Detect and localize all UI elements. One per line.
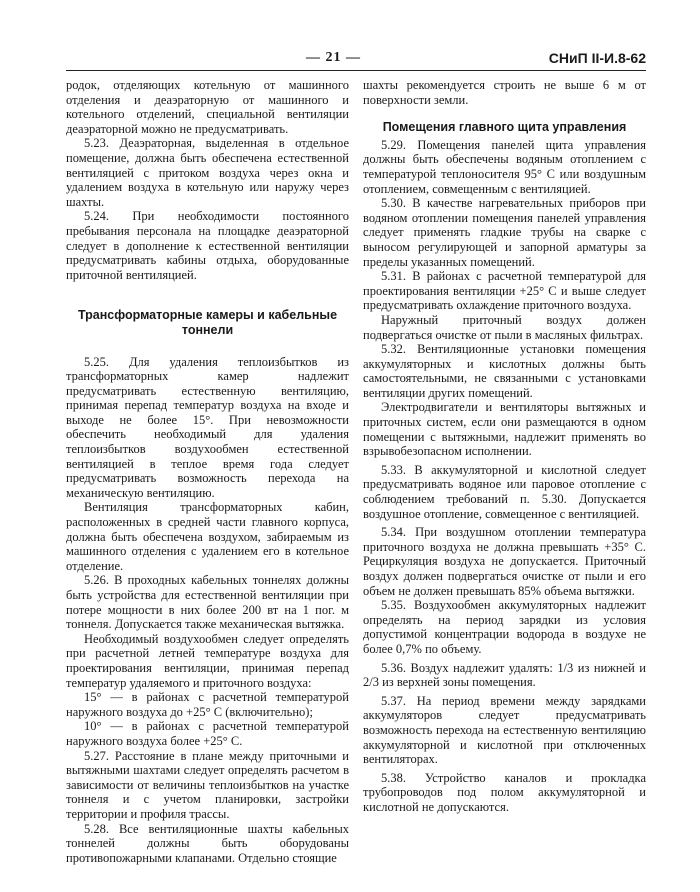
paragraph-5-35: 5.35. Воздухообмен аккумуляторных надлежит определять на период зарядки из условия допустимой концентрации водорода в воздухе не более 0,7% по объему. [363,598,646,656]
paragraph: Электродвигатели и вентиляторы вытяжных и приточных систем, если они размещаются в одном помещении с вытяжными, надлежит применять во взрывобезопасном исполнении. [363,400,646,459]
paragraph-5-36: 5.36. Воздух надлежит удалять: 1/3 из нижней и 2/3 из верхней зоны помещения. [363,660,646,690]
paragraph: Необходимый воздухообмен следует определять при расчетной летней температуре воздуха для проектирования вентиляции, принимая перепад температур удаляемого и приточного воздуха: [66,631,349,690]
paragraph-5-24: 5.24. При необходимости постоянного пребывания персонала на площадке деаэраторной следует в дополнение к естественной вентиляции предусматривать кабины отдыха, оборудованные приточной вентиляцией. [66,209,349,282]
document-code: СНиП II-И.8-62 [548,50,646,66]
paragraph-5-33: 5.33. В аккумуляторной и кислотной следует предусматривать водяное или паровое отопление с соблюдением требований п. 5.30. Допускается воздушное отопление, совмещенное с вентиляцией. [363,462,646,521]
paragraph-5-23: 5.23. Деаэраторная, выделенная в отдельное помещение, должна быть обеспечена естественной вентиляцией с притоком воздуха через окна и удалением воздуха в котельную или наружу через шахты. [66,136,349,209]
section-heading-control-panel: Помещения главного щита управления [382,120,627,135]
paragraph: 10° — в районах с расчетной температурой наружного воздуха более +25° С. [66,719,349,748]
section-heading-transformer: Трансформаторные камеры и кабельные тоннели [77,308,338,337]
paragraph-5-37: 5.37. На период времени между зарядками аккумуляторов следует предусматривать возможность перехода на естественную вентиляцию аккумуляторной и кислотной при отключенных вентиляторах. [363,693,646,767]
paragraph-5-38: 5.38. Устройство каналов и прокладка трубопроводов под полом аккумуляторной и кислотной не допускаются. [363,770,646,814]
paragraph-5-29: 5.29. Помещения панелей щита управления должны быть обеспечены водяным отоплением с температурой теплоносителя 95° С или воздушным отоплением, совмещенным с вентиляцией. [363,137,646,196]
paragraph: шахты рекомендуется строить не выше 6 м от поверхности земли. [363,78,646,107]
paragraph-5-26: 5.26. В проходных кабельных тоннелях должны быть устройства для естественной вентиляции при потере мощности в них более 200 вт на 1 пог. м тоннеля. Допускается также механическая вытяжка. [66,573,349,632]
paragraph-5-34: 5.34. При воздушном отоплении температура приточного воздуха не должна превышать +35° С. Рециркуляция воздуха не допускается. Приточный воздух должен подвергаться очистке от пыли и его объем не должен превышать 85% объема вытяжки. [363,525,646,598]
paragraph-5-27: 5.27. Расстояние в плане между приточными и вытяжными шахтами следует определять расчетом в зависимости от величины теплоизбытков на участке тоннеля и с учетом планировки, застройки территории и профиля трассы. [66,748,349,821]
paragraph: Вентиляция трансформаторных кабин, расположенных в средней части главного корпуса, должна быть обеспечена воздухом, забираемым из машинного отделения с удалением его в котельное отделение. [66,500,349,573]
paragraph-5-25: 5.25. Для удаления теплоизбытков из трансформаторных камер надлежит предусматривать естественную вентиляцию, принимая перепад температур воздуха на входе и выходе не более 15°. При невозможности обеспечить необходимый для удаления теплоизбытков воздухообмен естественной вентиляцией в теплое время года следует предусматривать возможность перехода на механическую вентиляцию. [66,354,349,500]
paragraph-5-31: 5.31. В районах с расчетной температурой для проектирования вентиляции +25° С и выше следует предусматривать охлаждение приточного воздуха. [363,269,646,313]
paragraph-5-30: 5.30. В качестве нагревательных приборов при водяном отоплении помещения панелей управления следует применять гладкие трубы на сварке с выносом регулирующей и запорной арматуры за пределы указанных помещений. [363,196,646,269]
paragraph-5-32: 5.32. Вентиляционные установки помещения аккумуляторных и кислотных должны быть самостоятельными, не связанными с установками вентиляции других помещений. [363,342,646,400]
page-number: — 21 — [306,50,361,65]
header-rule [66,70,646,71]
paragraph: 15° — в районах с расчетной температурой наружного воздуха до +25° С (включительно); [66,690,349,719]
paragraph: родок, отделяющих котельную от машинного отделения и деаэраторную от машинного и котельного отделений, специальной вентиляции деаэраторной можно не предусматривать. [66,78,349,136]
right-column [363,78,646,815]
page-header [66,50,646,68]
paragraph: Наружный приточный воздух должен подвергаться очистке от пыли в масляных фильтрах. [363,312,646,342]
left-column [66,78,349,865]
paragraph-5-28: 5.28. Все вентиляционные шахты кабельных тоннелей должны быть оборудованы противопожарными клапанами. Отдельно стоящие [66,821,349,865]
